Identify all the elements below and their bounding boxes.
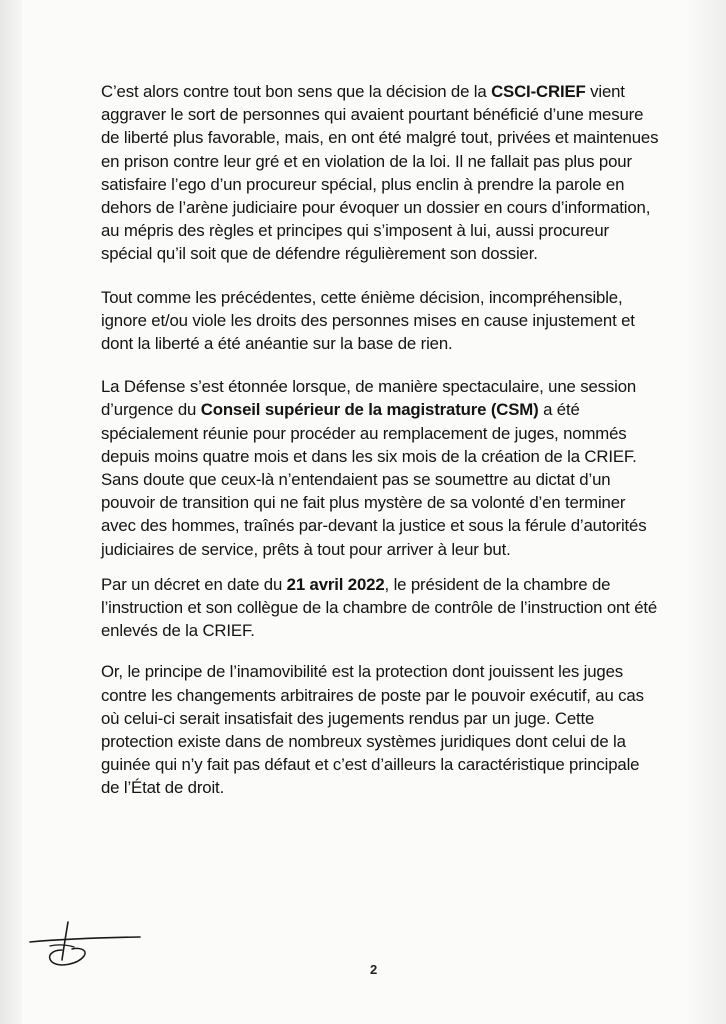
paragraph-5 [101, 660, 661, 799]
paragraph-4-text-1: Par un décret en date du [101, 574, 287, 594]
scan-shadow-right [686, 0, 726, 1024]
paragraph-1-text-2: vient aggraver le sort de personnes qui avaient pourtant bénéficié d’une mesure de liberté plus favorable, mais, en ont été malgré tout, privées et maintenues en prison contre leur gré et en violation de la loi. Il ne fallait pas plus pour satisfaire l’ego d’un procureur spécial, plus enclin à prendre la parole en dehors de l’arène judiciaire pour évoquer un dossier en cours d’information, au mépris des règles et principes qui s’imposent à lui, aussi procureur spécial qu’il soit que de défendre régulièrement son dossier. [101, 82, 659, 264]
paragraph-3-text-2: a été spécialement réunie pour procéder au remplacement de juges, nommés depuis moins quatre mois et dans les six mois de la création de la CRIEF. Sans doute que ceux-là n’entendaient pas se soumettre au dictat d’un pouvoir de transition qui ne fait plus mystère de sa volonté d’en terminer avec des hommes, traînés par-devant la justice et sous la férule d’autorités judiciaires de service, prêts à tout pour arriver à leur but. [101, 400, 647, 559]
paragraph-4 [101, 573, 661, 643]
paragraph-3 [101, 375, 661, 561]
paragraph-2 [101, 286, 661, 356]
document-body [101, 80, 661, 800]
paragraph-2-text: Tout comme les précédentes, cette énième décision, incompréhensible, ignore et/ou viole les droits des personnes mises en cause injustement et dont la liberté a été anéantie sur la base de rien. [101, 287, 635, 354]
paragraph-1-text-1: C’est alors contre tout bon sens que la décision de la [101, 82, 492, 101]
paragraph-3-text-1: La Défense s’est étonnée lorsque, de manière spectaculaire, une session d’urgence du [101, 377, 637, 420]
paragraph-1-bold-csci-crief: CSCI-CRIEF [491, 82, 586, 101]
paragraph-3-bold-csm: Conseil supérieur de la magistrature (CSM) [200, 400, 539, 420]
paragraph-5-text: Or, le principe de l’inamovibilité est la protection dont jouissent les juges contre les changements arbitraires de poste par le pouvoir exécutif, au cas où celui-ci serait insatisfait des jugements rendus par un juge. Cette protection existe dans de nombreux systèmes juridiques dont celui de la guinée qui n’y fait pas défaut et c’est d’ailleurs la caractéristique principale de l’État de droit. [101, 662, 644, 798]
paragraph-1 [101, 80, 661, 266]
scan-shadow-left [0, 0, 22, 1024]
handwritten-signature [22, 920, 152, 970]
paragraph-4-bold-date: 21 avril 2022 [286, 574, 385, 594]
paragraph-4-text-2: , le président de la chambre de l’instruction et son collègue de la chambre de contrôle de l’instruction ont été enlevés de la CRIEF. [101, 574, 658, 641]
page-number: 2 [370, 962, 378, 977]
